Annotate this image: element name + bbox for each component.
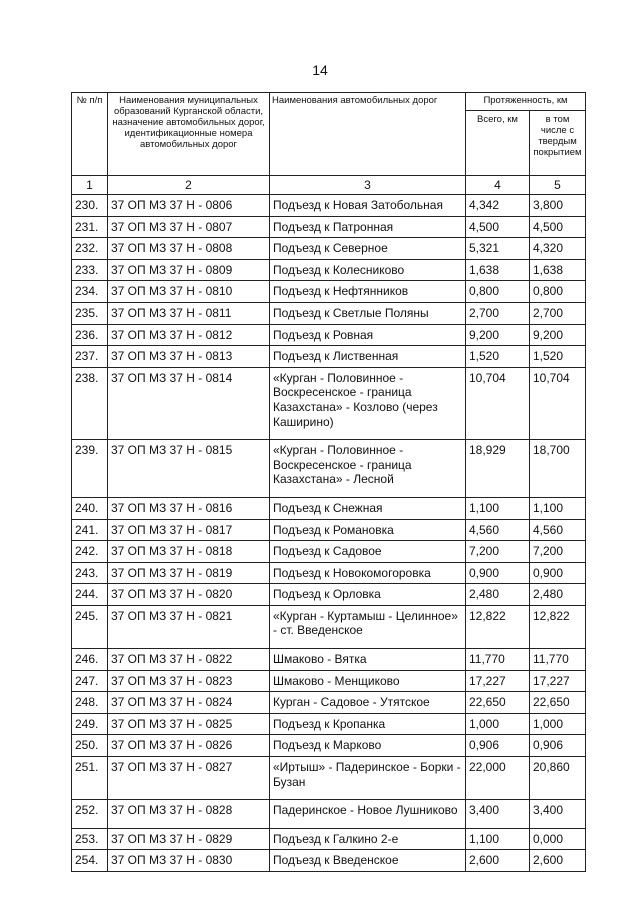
road-id: 37 ОП МЗ 37 Н - 0811: [108, 302, 270, 324]
length-total: 2,480: [466, 584, 530, 606]
road-name: Подъезд к Северное: [270, 238, 466, 260]
road-id: 37 ОП МЗ 37 Н - 0820: [108, 584, 270, 606]
road-id: 37 ОП МЗ 37 Н - 0819: [108, 562, 270, 584]
row-number: 236.: [72, 324, 108, 346]
road-name: Подъезд к Орловка: [270, 584, 466, 606]
road-name: «Курган - Половинное - Воскресенское - граница Казахстана» - Лесной: [270, 440, 466, 498]
row-number: 247.: [72, 670, 108, 692]
row-number: 240.: [72, 497, 108, 519]
table-row: [72, 195, 586, 217]
row-number: 237.: [72, 346, 108, 368]
length-paved: 10,704: [530, 367, 586, 439]
row-number: 239.: [72, 440, 108, 498]
length-paved: 2,700: [530, 302, 586, 324]
table-row: [72, 238, 586, 260]
road-id: 37 ОП МЗ 37 Н - 0812: [108, 324, 270, 346]
road-id: 37 ОП МЗ 37 Н - 0821: [108, 605, 270, 648]
length-total: 3,400: [466, 800, 530, 829]
row-number: 242.: [72, 541, 108, 563]
length-paved: 1,000: [530, 713, 586, 735]
length-total: 10,704: [466, 367, 530, 439]
road-id: 37 ОП МЗ 37 Н - 0830: [108, 850, 270, 872]
road-name: Шмаково - Вятка: [270, 649, 466, 671]
table-row: [72, 800, 586, 829]
row-number: 238.: [72, 367, 108, 439]
table-row: [72, 541, 586, 563]
length-total: 4,560: [466, 519, 530, 541]
row-number: 231.: [72, 216, 108, 238]
table-row: [72, 346, 586, 368]
road-id: 37 ОП МЗ 37 Н - 0807: [108, 216, 270, 238]
table-row: [72, 302, 586, 324]
length-total: 9,200: [466, 324, 530, 346]
length-paved: 22,650: [530, 692, 586, 714]
table-row: [72, 828, 586, 850]
row-number: 241.: [72, 519, 108, 541]
table-row: [72, 692, 586, 714]
table-row: [72, 259, 586, 281]
road-name: Подъезд к Романовка: [270, 519, 466, 541]
road-id: 37 ОП МЗ 37 Н - 0813: [108, 346, 270, 368]
length-paved: 11,770: [530, 649, 586, 671]
row-number: 244.: [72, 584, 108, 606]
road-id: 37 ОП МЗ 37 Н - 0817: [108, 519, 270, 541]
length-paved: 12,822: [530, 605, 586, 648]
road-name: Подъезд к Нефтянников: [270, 281, 466, 303]
length-total: 1,100: [466, 497, 530, 519]
row-number: 233.: [72, 259, 108, 281]
road-name: Подъезд к Ровная: [270, 324, 466, 346]
length-total: 22,000: [466, 757, 530, 800]
length-total: 0,900: [466, 562, 530, 584]
length-paved: 1,100: [530, 497, 586, 519]
row-number: 243.: [72, 562, 108, 584]
road-id: 37 ОП МЗ 37 Н - 0822: [108, 649, 270, 671]
row-number: 254.: [72, 850, 108, 872]
road-name: Подъезд к Кропанка: [270, 713, 466, 735]
table-row: [72, 216, 586, 238]
road-name: Подъезд к Галкино 2-е: [270, 828, 466, 850]
length-total: 22,650: [466, 692, 530, 714]
table-row: [72, 281, 586, 303]
header-road: Наименования автомобильных дорог: [270, 93, 466, 176]
road-name: Подъезд к Новокомогоровка: [270, 562, 466, 584]
length-total: 1,520: [466, 346, 530, 368]
road-name: Падеринское - Новое Лушниково: [270, 800, 466, 829]
length-total: 0,906: [466, 735, 530, 757]
length-paved: 1,638: [530, 259, 586, 281]
table-row: [72, 757, 586, 800]
table-row: [72, 497, 586, 519]
road-id: 37 ОП МЗ 37 Н - 0829: [108, 828, 270, 850]
row-number: 251.: [72, 757, 108, 800]
road-name: Подъезд к Светлые Поляны: [270, 302, 466, 324]
road-id: 37 ОП МЗ 37 Н - 0823: [108, 670, 270, 692]
road-id: 37 ОП МЗ 37 Н - 0818: [108, 541, 270, 563]
length-paved: 3,800: [530, 195, 586, 217]
road-name: Подъезд к Новая Затобольная: [270, 195, 466, 217]
length-total: 1,100: [466, 828, 530, 850]
row-number: 234.: [72, 281, 108, 303]
length-paved: 4,500: [530, 216, 586, 238]
table-row: [72, 440, 586, 498]
row-number: 232.: [72, 238, 108, 260]
length-total: 4,500: [466, 216, 530, 238]
page-number: 14: [312, 62, 328, 78]
road-id: 37 ОП МЗ 37 Н - 0825: [108, 713, 270, 735]
table-row: [72, 519, 586, 541]
table-row: [72, 713, 586, 735]
length-paved: 1,520: [530, 346, 586, 368]
column-numbers-row: [72, 176, 586, 195]
row-number: 230.: [72, 195, 108, 217]
road-name: «Курган - Половинное - Воскресенское - граница Казахстана» - Козлово (через Каширино): [270, 367, 466, 439]
roads-table: [71, 92, 586, 872]
header-paved: в том числе с твердым покрытием: [530, 111, 586, 176]
length-paved: 9,200: [530, 324, 586, 346]
column-number: 1: [72, 176, 108, 195]
length-total: 1,638: [466, 259, 530, 281]
road-name: Подъезд к Марково: [270, 735, 466, 757]
road-id: 37 ОП МЗ 37 Н - 0815: [108, 440, 270, 498]
road-id: 37 ОП МЗ 37 Н - 0814: [108, 367, 270, 439]
table-row: [72, 367, 586, 439]
road-name: Подъезд к Введенское: [270, 850, 466, 872]
road-name: Курган - Садовое - Утятское: [270, 692, 466, 714]
length-total: 5,321: [466, 238, 530, 260]
road-id: 37 ОП МЗ 37 Н - 0826: [108, 735, 270, 757]
road-id: 37 ОП МЗ 37 Н - 0810: [108, 281, 270, 303]
road-id: 37 ОП МЗ 37 Н - 0809: [108, 259, 270, 281]
length-paved: 4,560: [530, 519, 586, 541]
road-name: Подъезд к Садовое: [270, 541, 466, 563]
road-id: 37 ОП МЗ 37 Н - 0808: [108, 238, 270, 260]
length-paved: 4,320: [530, 238, 586, 260]
column-number: 3: [270, 176, 466, 195]
road-id: 37 ОП МЗ 37 Н - 0827: [108, 757, 270, 800]
length-paved: 2,480: [530, 584, 586, 606]
road-name: Подъезд к Снежная: [270, 497, 466, 519]
length-paved: 0,000: [530, 828, 586, 850]
road-id: 37 ОП МЗ 37 Н - 0824: [108, 692, 270, 714]
row-number: 248.: [72, 692, 108, 714]
length-paved: 0,900: [530, 562, 586, 584]
road-name: Подъезд к Колесниково: [270, 259, 466, 281]
length-paved: 20,860: [530, 757, 586, 800]
table-row: [72, 735, 586, 757]
length-total: 4,342: [466, 195, 530, 217]
road-name: Шмаково - Менщиково: [270, 670, 466, 692]
row-number: 245.: [72, 605, 108, 648]
road-name: «Иртыш» - Падеринское - Борки - Бузан: [270, 757, 466, 800]
table-row: [72, 670, 586, 692]
row-number: 246.: [72, 649, 108, 671]
length-paved: 17,227: [530, 670, 586, 692]
row-number: 253.: [72, 828, 108, 850]
road-id: 37 ОП МЗ 37 Н - 0806: [108, 195, 270, 217]
road-name: «Курган - Куртамыш - Целинное» - ст. Введенское: [270, 605, 466, 648]
column-number: 5: [530, 176, 586, 195]
header-municipal: Наименования муниципальных образований Курганской области, назначение автомобильных дорог, идентификационные номера автомобильных дорог: [108, 93, 270, 176]
length-total: 12,822: [466, 605, 530, 648]
column-number: 2: [108, 176, 270, 195]
length-total: 1,000: [466, 713, 530, 735]
header-length: Протяженность, км: [466, 93, 586, 111]
row-number: 250.: [72, 735, 108, 757]
header-total: Всего, км: [466, 111, 530, 176]
road-id: 37 ОП МЗ 37 Н - 0816: [108, 497, 270, 519]
header-num: № п/п: [72, 93, 108, 176]
length-paved: 0,800: [530, 281, 586, 303]
road-name: Подъезд к Лиственная: [270, 346, 466, 368]
length-paved: 18,700: [530, 440, 586, 498]
row-number: 249.: [72, 713, 108, 735]
length-total: 17,227: [466, 670, 530, 692]
length-paved: 2,600: [530, 850, 586, 872]
column-number: 4: [466, 176, 530, 195]
length-paved: 3,400: [530, 800, 586, 829]
row-number: 252.: [72, 800, 108, 829]
table-row: [72, 584, 586, 606]
road-id: 37 ОП МЗ 37 Н - 0828: [108, 800, 270, 829]
length-total: 2,700: [466, 302, 530, 324]
table-row: [72, 605, 586, 648]
length-total: 7,200: [466, 541, 530, 563]
length-total: 2,600: [466, 850, 530, 872]
length-paved: 7,200: [530, 541, 586, 563]
length-total: 18,929: [466, 440, 530, 498]
length-total: 0,800: [466, 281, 530, 303]
table-row: [72, 649, 586, 671]
length-total: 11,770: [466, 649, 530, 671]
table-row: [72, 562, 586, 584]
length-paved: 0,906: [530, 735, 586, 757]
table-row: [72, 850, 586, 872]
table-row: [72, 324, 586, 346]
row-number: 235.: [72, 302, 108, 324]
road-name: Подъезд к Патронная: [270, 216, 466, 238]
